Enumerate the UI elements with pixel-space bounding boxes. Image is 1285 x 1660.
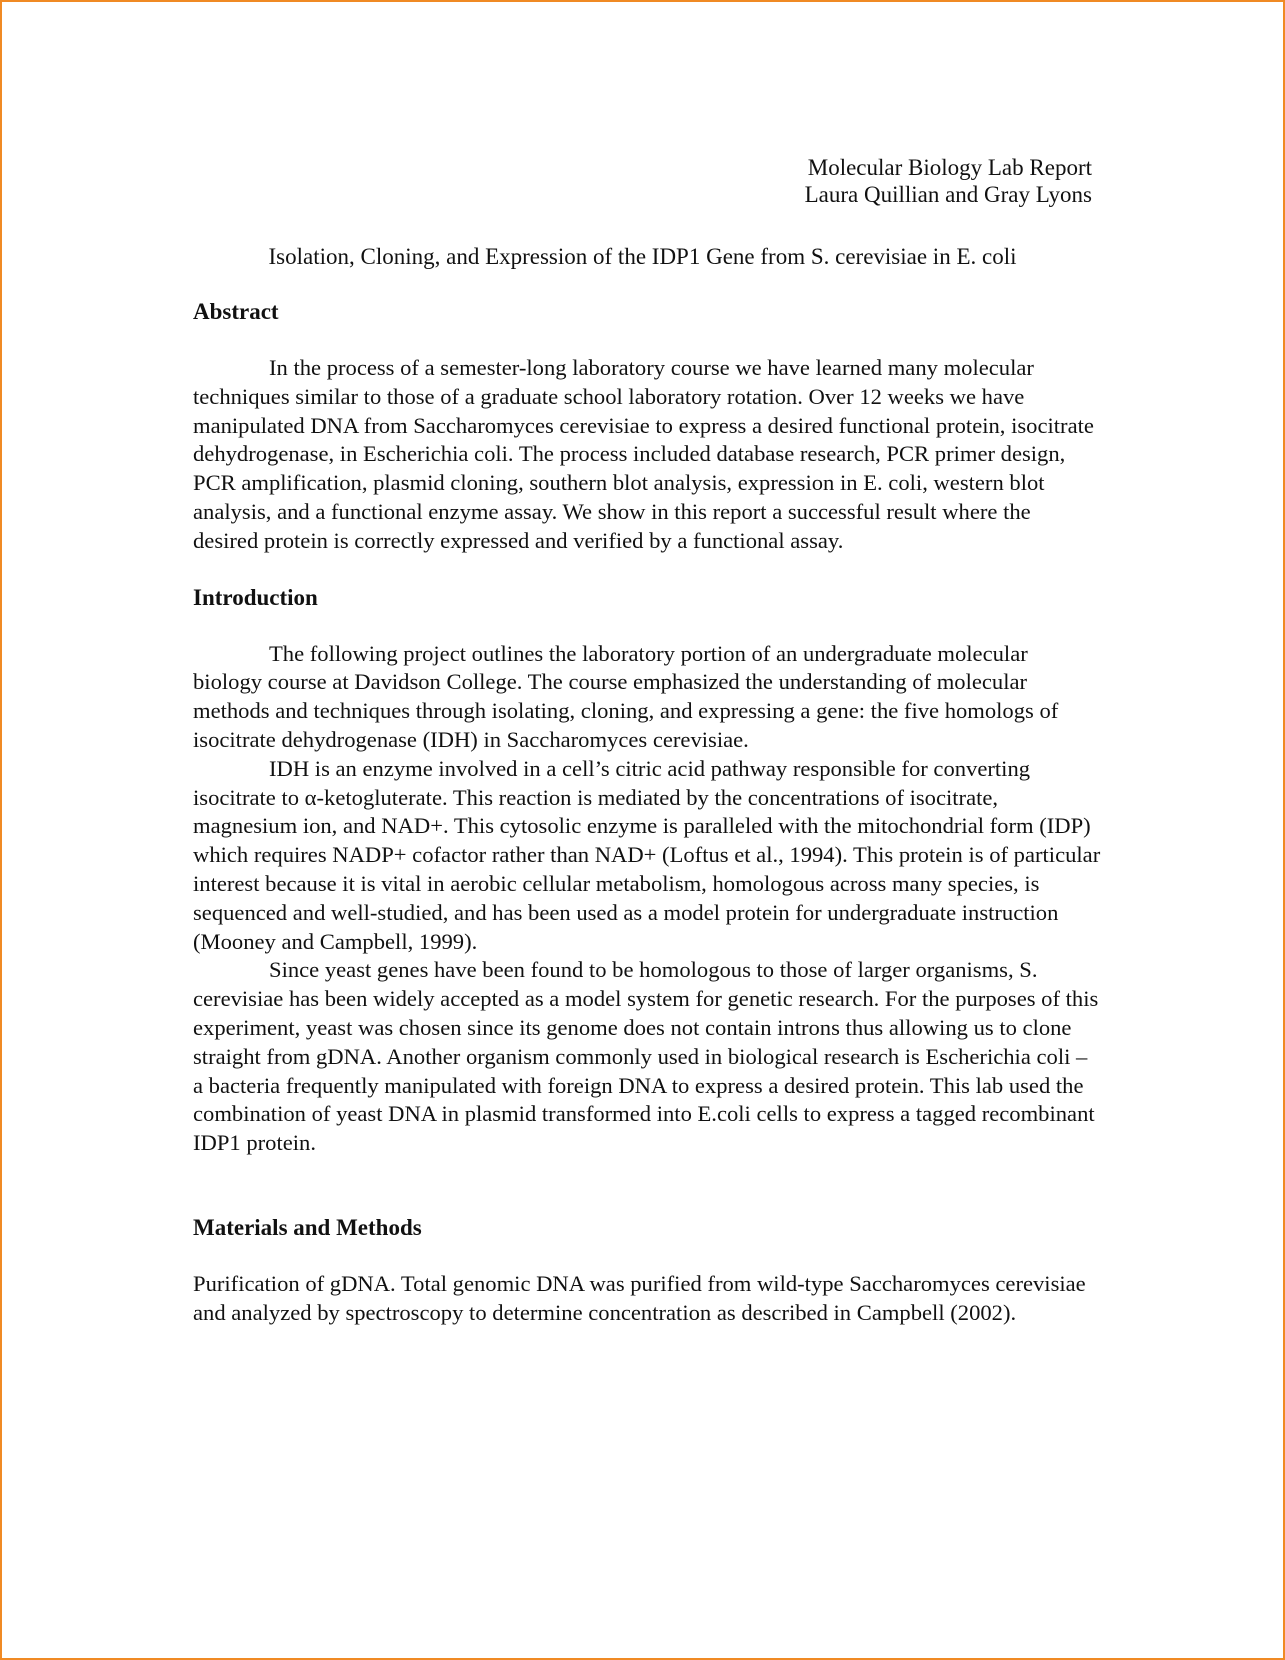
abstract-paragraph: In the process of a semester-long laboratory course we have learned many molecular techniques similar to those of a graduate school laboratory rotation. Over 12 weeks we have manipulated DNA from Saccharomyces cerevisiae to express a desired functional protein, isocitrate dehydrogenase, in Escherichia coli. The process included database research, PCR primer design, PCR amplification, plasmid cloning, southern blot analysis, expression in E. coli, western blot analysis, and a functional enzyme assay. We show in this report a successful result where the desired protein is correctly expressed and verified by a functional assay. [193,355,1094,553]
report-authors-line: Laura Quillian and Gray Lyons [804,182,1092,207]
introduction-paragraph-2: IDH is an enzyme involved in a cell’s citric acid pathway responsible for converting isocitrate to α-ketogluterate. This reaction is mediated by the concentrations of isocitrate, magnesium ion, and NAD+. This cytosolic enzyme is paralleled with the mitochondrial form (IDP) which requires NADP+ cofactor rather than NAD+ (Loftus et al., 1994). This protein is of particular interest because it is vital in aerobic cellular metabolism, homologous across many species, is sequenced and well-studied, and has been used as a model protein for undergraduate instruction (Mooney and Campbell, 1999). [193,755,1101,954]
document-body [193,298,1101,1328]
abstract-heading: Abstract [193,299,279,324]
report-header [805,154,1092,208]
introduction-paragraph-3: Since yeast genes have been found to be homologous to those of larger organisms, S. cerevisiae has been widely accepted as a model system for genetic research. For the purposes of this experiment, yeast was chosen since its genome does not contain introns thus allowing us to clone straight from gDNA. Another organism commonly used in biological research is Escherichia coli – a bacteria frequently manipulated with foreign DNA to express a desired protein. This lab used the combination of yeast DNA in plasmid transformed into E.coli cells to express a tagged recombinant IDP1 protein. [193,957,1099,1156]
methods-paragraph: Purification of gDNA. Total genomic DNA was purified from wild-type Saccharomyces cerevisiae and analyzed by spectroscopy to determine concentration as described in Campbell (2002). [193,1270,1086,1325]
introduction-paragraph-1: The following project outlines the laboratory portion of an undergraduate molecular biology course at Davidson College. The course emphasized the understanding of molecular methods and techniques through isolating, cloning, and expressing a gene: the five homologs of isocitrate dehydrogenase (IDH) in Saccharomyces cerevisiae. [193,640,1059,752]
introduction-heading: Introduction [193,584,318,610]
methods-heading: Materials and Methods [193,1214,422,1240]
report-course-line: Molecular Biology Lab Report [807,155,1092,180]
document-title: Isolation, Cloning, and Expression of the IDP1 Gene from S. cerevisiae in E. coli [268,244,1017,269]
